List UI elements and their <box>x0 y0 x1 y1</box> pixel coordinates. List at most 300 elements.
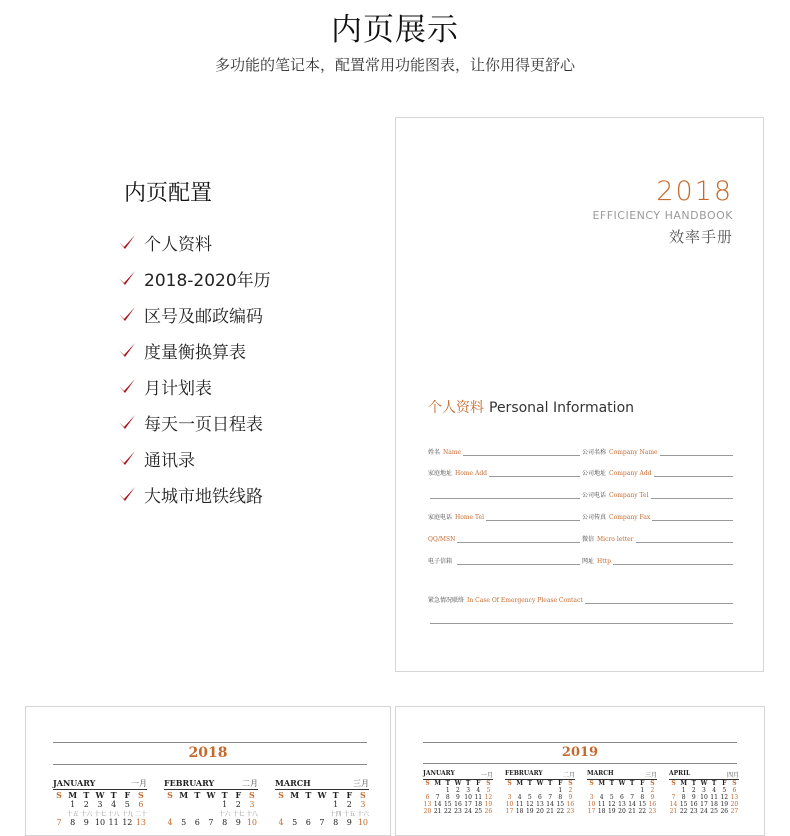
week-row <box>505 787 575 794</box>
field-label-cn: 家庭电话 <box>428 514 453 521</box>
date-cell: 18 <box>597 808 606 815</box>
date-cell <box>617 787 626 794</box>
date-cell: 17 <box>505 808 514 815</box>
field-label-en: QQ/MSN <box>428 536 456 543</box>
lunar-row <box>275 809 369 818</box>
field-label-en: Home Tel <box>455 514 485 521</box>
month-name-cn: 二月 <box>242 779 258 788</box>
month-title <box>423 770 493 779</box>
date-cell: 5 <box>609 794 614 801</box>
form-field-right[interactable] <box>582 444 733 456</box>
form-row <box>428 509 733 523</box>
date-cell: 5 <box>181 818 187 827</box>
form-field-left[interactable] <box>428 553 580 565</box>
date-cell <box>587 787 596 794</box>
lunar-cell: 十八 <box>245 811 258 818</box>
day-header: W <box>454 780 462 787</box>
handbook-year: 2018 <box>656 176 733 207</box>
form-field-left[interactable] <box>428 509 580 521</box>
day-header-row <box>587 780 657 787</box>
calendar-month <box>275 778 369 827</box>
month-name-en: FEBRUARY <box>505 770 543 777</box>
date-cell: 3 <box>360 800 366 809</box>
week-row <box>669 801 739 808</box>
date-cell: 1 <box>558 787 563 794</box>
field-label-en: Name <box>443 449 462 456</box>
day-header-row <box>53 790 147 800</box>
date-cell: 21 <box>628 808 636 815</box>
date-cell <box>433 787 442 794</box>
feature-label: 度量衡换算表 <box>144 342 246 363</box>
date-cell <box>505 787 514 794</box>
day-header-row <box>423 780 493 787</box>
date-cell: 5 <box>486 787 491 794</box>
day-header: M <box>434 780 441 787</box>
date-cell: 16 <box>454 801 462 808</box>
day-header: M <box>598 780 605 787</box>
date-cell: 13 <box>618 801 626 808</box>
date-cell: 9 <box>83 818 89 827</box>
date-cell <box>275 800 287 809</box>
date-cell: 14 <box>628 801 636 808</box>
field-label-en: Micro letter <box>597 536 634 543</box>
lunar-cell: 十八 <box>107 811 120 818</box>
date-cell: 26 <box>720 808 729 815</box>
field-underline <box>430 622 733 624</box>
date-cell: 2 <box>456 787 460 794</box>
date-cell: 6 <box>425 794 430 801</box>
personal-info-heading-en: Personal Information <box>489 400 635 416</box>
date-cell: 11 <box>710 794 718 801</box>
checkmark-icon <box>117 268 137 288</box>
date-cell: 17 <box>587 808 596 815</box>
lunar-cell: 十六 <box>80 811 93 818</box>
date-cell: 22 <box>443 808 452 815</box>
date-cell: 23 <box>454 808 462 815</box>
field-label-en: Company Tel <box>609 492 649 499</box>
field-label-en: Company Fax <box>609 514 651 521</box>
month-name-en: JANUARY <box>423 770 455 777</box>
feature-label: 区号及邮政编码 <box>144 306 263 327</box>
date-cell: 12 <box>720 794 729 801</box>
personal-info-heading-cn: 个人资料 <box>428 400 484 416</box>
day-header: S <box>486 780 491 787</box>
date-cell: 8 <box>70 818 76 827</box>
week-row <box>587 787 657 794</box>
week-row <box>669 787 739 794</box>
feature-item <box>117 368 271 404</box>
date-cell: 14 <box>669 801 678 808</box>
calendar-top-rule <box>423 742 737 743</box>
date-cell: 23 <box>648 808 657 815</box>
checkmark-icon <box>117 304 137 324</box>
date-cell <box>669 787 678 794</box>
date-cell: 1 <box>681 787 686 794</box>
month-name-en: JANUARY <box>53 778 96 788</box>
day-header: M <box>680 780 687 787</box>
calendar-year: 2018 <box>188 745 228 761</box>
page-subtitle: 多功能的笔记本，配置常用功能图表，让你用得更舒心 <box>214 56 575 74</box>
lunar-cell: 十五 <box>343 811 356 818</box>
form-row-emergency <box>428 592 733 606</box>
date-cell: 3 <box>702 787 706 794</box>
week-row <box>275 800 369 809</box>
date-cell: 18 <box>710 801 718 808</box>
calendar-card-2018 <box>25 706 391 836</box>
date-cell <box>597 787 606 794</box>
lunar-cell <box>205 809 217 818</box>
lunar-cell: 十六 <box>356 811 369 818</box>
checkmark-icon <box>117 484 137 504</box>
calendar-month <box>423 770 493 815</box>
day-header: F <box>640 780 645 787</box>
month-name-cn: 二月 <box>562 772 575 779</box>
date-cell <box>53 800 65 809</box>
day-header: S <box>507 780 512 787</box>
calendar-year-rule <box>53 764 367 765</box>
date-cell: 5 <box>722 787 727 794</box>
date-cell: 8 <box>681 794 686 801</box>
handbook-en-title: EFFICIENCY HANDBOOK <box>592 209 733 222</box>
field-label-cn: 网址 <box>582 558 595 565</box>
date-cell: 6 <box>194 818 200 827</box>
week-row <box>53 800 147 809</box>
month-title <box>669 770 739 779</box>
date-cell: 23 <box>566 808 575 815</box>
date-cell: 4 <box>712 787 717 794</box>
day-header: S <box>167 790 173 800</box>
date-cell: 19 <box>484 801 493 808</box>
day-header: F <box>346 790 353 800</box>
form-field-left[interactable] <box>428 487 580 499</box>
handbook-cn-title: 效率手册 <box>668 228 733 246</box>
month-name-en: FEBRUARY <box>164 778 215 788</box>
date-cell: 8 <box>333 818 339 827</box>
date-cell: 19 <box>607 808 616 815</box>
month-name-cn: 三月 <box>644 772 657 779</box>
date-cell: 22 <box>556 808 565 815</box>
lunar-cell: 十五 <box>66 811 79 818</box>
lunar-cell: 十四 <box>329 811 342 818</box>
date-cell: 3 <box>466 787 471 794</box>
day-header: S <box>671 780 676 787</box>
form-row <box>428 531 733 545</box>
week-row <box>505 808 575 815</box>
date-cell: 4 <box>111 800 117 809</box>
date-cell: 9 <box>235 818 241 827</box>
form-field-right[interactable] <box>582 509 733 521</box>
day-header: W <box>700 780 708 787</box>
date-cell: 11 <box>108 818 119 827</box>
field-underline <box>585 602 733 604</box>
day-header-row <box>669 780 739 787</box>
form-field-right[interactable] <box>582 531 733 543</box>
date-cell: 19 <box>720 801 729 808</box>
date-cell: 15 <box>443 801 452 808</box>
field-underline <box>651 497 734 499</box>
form-field-right[interactable] <box>582 553 733 565</box>
date-cell: 26 <box>484 808 493 815</box>
checkmark-icon <box>117 232 137 252</box>
form-field-right[interactable] <box>582 487 733 499</box>
feature-item <box>117 332 271 368</box>
date-cell: 4 <box>278 818 284 827</box>
lunar-row <box>53 809 147 818</box>
day-header: T <box>305 790 312 800</box>
date-cell: 2 <box>691 787 696 794</box>
date-cell: 12 <box>484 794 493 801</box>
lunar-row <box>164 809 258 818</box>
date-cell: 15 <box>638 801 647 808</box>
field-underline <box>457 541 580 543</box>
calendar-month <box>669 770 739 815</box>
date-cell: 17 <box>464 801 472 808</box>
date-cell: 4 <box>517 794 522 801</box>
date-cell: 16 <box>566 801 575 808</box>
day-header: F <box>476 780 481 787</box>
day-header: T <box>547 780 553 787</box>
day-header: M <box>290 790 300 800</box>
day-header: T <box>221 790 228 800</box>
calendar-month <box>164 778 258 827</box>
day-header: S <box>278 790 284 800</box>
date-cell: 15 <box>679 801 688 808</box>
calendar-top-rule <box>53 742 367 743</box>
lunar-cell <box>316 809 328 818</box>
field-label-cn: 电子信箱 <box>428 558 453 565</box>
date-cell: 9 <box>456 794 460 801</box>
date-cell: 7 <box>56 818 62 827</box>
date-cell <box>607 787 616 794</box>
date-cell: 2 <box>568 787 573 794</box>
date-cell: 17 <box>700 801 708 808</box>
feature-label: 2018-2020年历 <box>144 270 271 291</box>
week-row <box>669 808 739 815</box>
day-header-row <box>164 790 258 800</box>
week-row <box>423 808 493 815</box>
month-title <box>505 770 575 779</box>
lunar-cell <box>178 809 190 818</box>
calendar-year-rule <box>423 763 737 764</box>
day-header: S <box>425 780 430 787</box>
calendar-year: 2019 <box>561 745 599 760</box>
date-cell: 13 <box>135 818 147 827</box>
lunar-cell <box>191 809 203 818</box>
date-cell: 21 <box>669 808 678 815</box>
date-cell: 2 <box>235 800 241 809</box>
date-cell: 13 <box>423 801 432 808</box>
date-cell <box>316 800 328 809</box>
date-cell <box>423 787 432 794</box>
field-underline <box>660 454 733 456</box>
date-cell: 13 <box>730 794 739 801</box>
day-header: W <box>95 790 105 800</box>
date-cell: 8 <box>558 794 563 801</box>
day-header: M <box>68 790 78 800</box>
day-header: W <box>206 790 216 800</box>
checkmark-icon <box>117 340 137 360</box>
date-cell <box>525 787 534 794</box>
lunar-cell: 十七 <box>232 811 245 818</box>
form-field-left[interactable] <box>428 465 580 477</box>
date-cell: 3 <box>589 794 594 801</box>
month-name-cn: 四月 <box>726 772 739 779</box>
form-row <box>428 444 733 458</box>
lunar-cell <box>53 809 65 818</box>
day-header: M <box>516 780 523 787</box>
date-cell: 21 <box>546 808 554 815</box>
field-underline <box>489 475 580 477</box>
day-header: T <box>629 780 635 787</box>
lunar-cell: 十七 <box>93 811 106 818</box>
date-cell: 6 <box>138 800 144 809</box>
day-header: T <box>332 790 339 800</box>
date-cell: 12 <box>122 818 133 827</box>
form-field-left[interactable] <box>428 531 580 543</box>
page-title: 内页展示 <box>331 12 459 48</box>
feature-list <box>117 224 271 512</box>
lunar-cell <box>275 809 287 818</box>
day-header: W <box>317 790 327 800</box>
week-row <box>587 794 657 801</box>
date-cell <box>546 787 555 794</box>
date-cell: 7 <box>548 794 553 801</box>
date-cell: 14 <box>546 801 554 808</box>
date-cell: 10 <box>505 801 514 808</box>
date-cell: 9 <box>650 794 655 801</box>
month-title <box>164 778 258 789</box>
form-field-emergency-2[interactable] <box>428 612 733 624</box>
date-cell: 24 <box>700 808 708 815</box>
field-label-cn: 公司电话 <box>582 492 607 499</box>
date-cell: 25 <box>474 808 483 815</box>
date-cell <box>302 800 314 809</box>
date-cell: 27 <box>730 808 739 815</box>
form-row <box>428 465 733 479</box>
date-cell: 6 <box>620 794 624 801</box>
date-cell: 4 <box>167 818 173 827</box>
day-header: T <box>110 790 117 800</box>
field-underline <box>654 475 733 477</box>
day-header: W <box>536 780 544 787</box>
week-row <box>423 794 493 801</box>
date-cell: 14 <box>433 801 442 808</box>
field-underline <box>486 519 580 521</box>
date-cell: 12 <box>525 801 534 808</box>
date-cell: 2 <box>83 800 89 809</box>
field-label-cn: 公司名称 <box>582 449 607 456</box>
form-field-left[interactable] <box>428 444 580 456</box>
field-label-cn: 紧急情况联络 <box>428 597 465 604</box>
form-row <box>428 553 733 567</box>
form-field-right[interactable] <box>582 465 733 477</box>
date-cell: 9 <box>568 794 573 801</box>
field-underline <box>652 519 733 521</box>
date-cell: 2 <box>650 787 655 794</box>
day-header: T <box>711 780 717 787</box>
lunar-cell: 十九 <box>121 811 134 818</box>
field-label-en: Home Add <box>455 470 488 477</box>
week-row <box>423 787 493 794</box>
field-underline <box>430 497 580 499</box>
month-name-en: APRIL <box>669 770 691 777</box>
date-cell <box>164 800 176 809</box>
form-field-emergency[interactable] <box>428 592 733 604</box>
date-cell <box>178 800 190 809</box>
date-cell: 7 <box>671 794 676 801</box>
day-header: W <box>618 780 626 787</box>
day-header: F <box>235 790 242 800</box>
week-row <box>505 794 575 801</box>
date-cell: 4 <box>476 787 481 794</box>
week-row <box>587 801 657 808</box>
date-cell: 5 <box>527 794 532 801</box>
field-label-cn: 家庭地址 <box>428 470 453 477</box>
date-cell: 20 <box>536 808 544 815</box>
month-title <box>275 778 369 789</box>
date-cell: 1 <box>70 800 76 809</box>
date-cell: 1 <box>222 800 228 809</box>
form-row <box>428 487 733 501</box>
date-cell: 10 <box>587 801 596 808</box>
date-cell: 23 <box>689 808 698 815</box>
date-cell: 10 <box>94 818 106 827</box>
feature-label: 个人资料 <box>144 234 212 255</box>
field-underline <box>636 541 733 543</box>
day-header: T <box>83 790 90 800</box>
date-cell: 11 <box>597 801 606 808</box>
checkmark-icon <box>117 376 137 396</box>
date-cell: 7 <box>208 818 214 827</box>
day-header: S <box>589 780 594 787</box>
week-row <box>587 808 657 815</box>
week-row <box>669 794 739 801</box>
month-name-cn: 三月 <box>353 779 369 788</box>
feature-item <box>117 260 271 296</box>
day-header: S <box>249 790 255 800</box>
date-cell: 10 <box>246 818 258 827</box>
date-cell: 19 <box>525 808 534 815</box>
day-header: S <box>732 780 737 787</box>
date-cell: 5 <box>124 800 130 809</box>
day-header: T <box>465 780 471 787</box>
month-name-cn: 一月 <box>131 779 147 788</box>
date-cell: 22 <box>679 808 688 815</box>
day-header-row <box>275 790 369 800</box>
date-cell: 10 <box>357 818 369 827</box>
date-cell: 2 <box>346 800 352 809</box>
calendar-month <box>505 770 575 815</box>
date-cell <box>289 800 301 809</box>
week-row <box>164 800 258 809</box>
day-header-row <box>505 780 575 787</box>
date-cell: 5 <box>292 818 298 827</box>
field-label-cn: 公司传真 <box>582 514 607 521</box>
day-header: T <box>445 780 451 787</box>
day-header: F <box>722 780 727 787</box>
date-cell: 8 <box>640 794 645 801</box>
date-cell: 8 <box>222 818 228 827</box>
day-header: F <box>124 790 131 800</box>
date-cell <box>191 800 203 809</box>
month-name-en: MARCH <box>275 778 311 788</box>
date-cell: 7 <box>435 794 440 801</box>
day-header: S <box>56 790 62 800</box>
feature-item <box>117 440 271 476</box>
date-cell: 16 <box>648 801 657 808</box>
day-header: T <box>691 780 697 787</box>
field-label-en: Company Add <box>609 470 652 477</box>
